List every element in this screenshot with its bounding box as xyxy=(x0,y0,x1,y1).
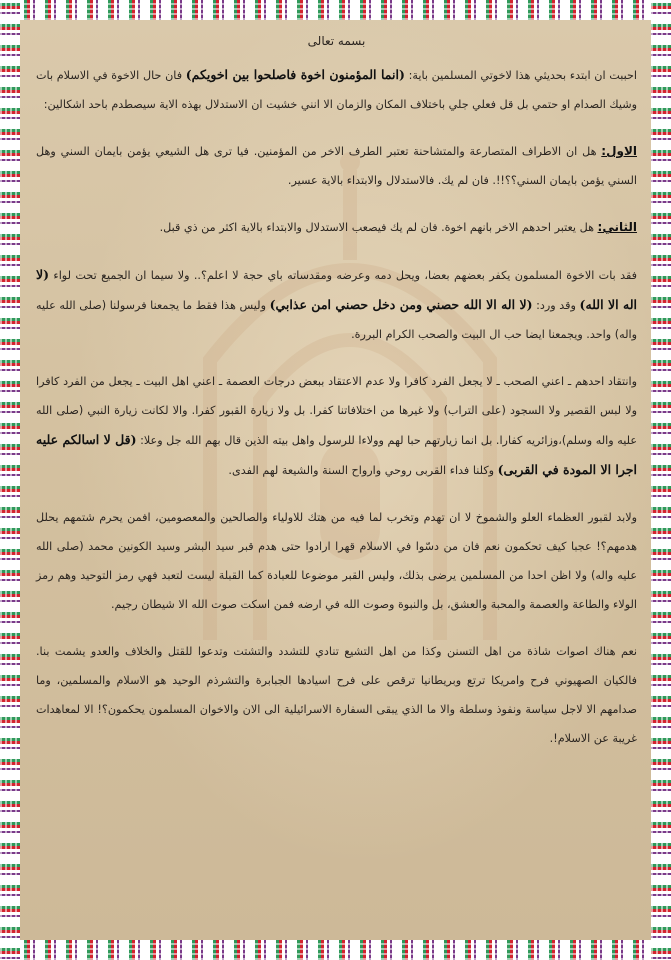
decorative-border-left xyxy=(0,0,20,960)
paragraph-3-lead: فقد بات الاخوة المسلمون يكفر بعضهم بعضا، ويحل دمه وعرضه ومقدساته باي حجة لا اعلم؟.. ولا سيما ان الجميع تحت لواء xyxy=(49,269,637,282)
intro-rest: فان حال الاخوة في الاسلام بات وشيك الصدام او حتمي بل قل فعلي جلي باختلاف المكان والزمان الا انني خشيت ان الاستدلال بهذه الاية سيصطدم باحد اشكالين: xyxy=(36,69,637,111)
paragraph-5: ولابد لقبور العظماء العلو والشموخ لا ان تهدم وتخرب لما فيه من هتك للاولياء والصالحين والمعصومين، افمن يحرم شتمهم يحلل هدمهم؟! عجبا كيف تحكمون نعم فان من دسّوا في الاسلام قهرا ارادوا حتى هدم قبر سيد البشر وسيد الكونين محمد (صلى الله عليه واله) ولا اظن احدا من المسلمين يرضى بذلك، وليس القبر موضوعا للعبادة كما القبلة ليست لتعبد فهي رمز التوحيد وهم رمز الولاء والطاعة والعصمة والمحبة والعشق، بل والنبوة وصوت الله في ارضه فمن اسكت صوت الله الا شيطان رجيم. xyxy=(36,511,637,611)
paragraph-4-lead: وانتقاد احدهم ـ اعني الصحب ـ لا يجعل الفرد كافرا ولا عدم الاعتقاد ببعض درجات العصمة ـ اعني اهل البيت ـ يجعل من الفرد كافرا ولا لبس القصير ولا السجود (على التراب) ولا غيرها من اختلافاتنا كفرا. بل ولا زيارة القبور كفرا. والا لكانت زيارة النبي (صلى الله عليه واله وسلم)،وزائريه كفارا. بل انما زيارتهم حبا لهم وولاءا للرسول واهل بيته الذين قال بهم الله جل وعلا: xyxy=(36,375,637,447)
second-problem-heading: الثاني: xyxy=(597,220,637,234)
first-problem-text: هل ان الاطراف المتصارعة والمتشاحنة تعتبر الطرف الاخر من المؤمنين. فيا ترى هل الشيعي يؤمن بايمان السني وهل السني يؤمن بايمان السني؟؟!!. فان لم يك. فالاستدلال والابتداء بالاية عسير. xyxy=(36,145,637,187)
intro-lead: احببت ان ابتدء بحديثي هذا لاخوتي المسلمين باية: xyxy=(404,69,637,82)
decorative-border-bottom xyxy=(0,940,671,960)
first-problem-paragraph xyxy=(36,137,637,195)
paragraph-4 xyxy=(36,367,637,485)
paragraph-4-rest: وكلنا فداء القربى روحي وارواح السنة والشيعة لهم الفدى. xyxy=(228,464,498,477)
paragraph-3-quote-2: (لا اله الا الله حصني ومن دخل حصني امن عذابي) xyxy=(269,297,533,312)
intro-paragraph xyxy=(36,60,637,119)
paragraph-3-mid: وقد ورد: xyxy=(532,299,580,312)
paragraph-3-quote-1: (لا اله الا الله) xyxy=(36,267,637,312)
paragraph-3 xyxy=(36,260,637,349)
second-problem-paragraph xyxy=(36,213,637,242)
basmala-heading: بسمه تعالى xyxy=(307,34,366,48)
first-problem-heading: الاول: xyxy=(601,144,637,158)
article-body xyxy=(36,34,637,930)
decorative-border-right xyxy=(651,0,671,960)
intro-quran-quote: (انما المؤمنون اخوة فاصلحوا بين اخويكم) xyxy=(185,67,405,82)
decorative-border-top xyxy=(0,0,671,20)
paragraph-4-quran-quote: (قل لا اسالكم عليه اجرا الا المودة في القربى) xyxy=(36,432,637,477)
second-problem-text: هل يعتبر احدهم الاخر بانهم اخوة. فان لم يك فيصعب الاستدلال والابتداء بالاية اكثر من ذي قبل. xyxy=(159,221,598,234)
paragraph-6: نعم هناك اصوات شاذة من اهل التسنن وكذا من اهل التشيع تنادي للتشدد والتشتت وتدعوا للقتل والخلاف والعدو يشمت بنا. فالكيان الصهيوني فرح وامريكا ترتع وبريطانيا ترقص على فرح اسيادها الجبابرة والتشرذم الوحيد هو الاسلام والمسلمين، وما صدامهم الا لاجل سياسة ونفوذ وسلطة والا ما الذي يبقى السفارة الاسرائيلية الى الان والاخوان المسلمون يحكمون؟! الا لمعاهدات غريبة عن الاسلام!. xyxy=(36,645,637,745)
paragraph-3-rest: وليس هذا فقط ما يجمعنا فرسولنا (صلى الله عليه واله) واحد. ويجمعنا ايضا حب ال البيت والصحب الكرام البررة. xyxy=(36,299,637,341)
paper-photo xyxy=(20,20,651,940)
